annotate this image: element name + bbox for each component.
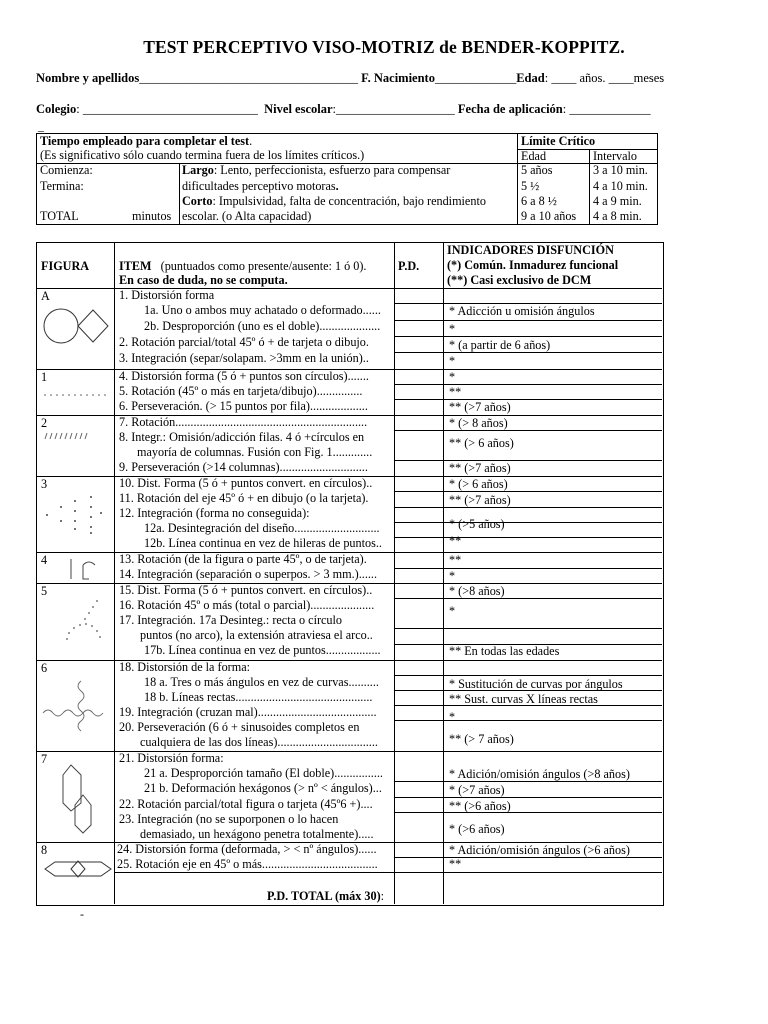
item-text: 14. Integración (separación o superpos. > 3 mm.)...... — [119, 567, 378, 581]
item-text: 10. Dist. Forma (5 ó + puntos convert. en círculos).. — [119, 476, 373, 490]
largo-text-2: dificultades perceptivo motoras. — [182, 179, 339, 193]
fecha-label: Fecha de aplicación — [457, 102, 563, 116]
indicator-text: * (> 8 años) — [449, 416, 508, 430]
nacimiento-field[interactable]: _____________ — [434, 71, 517, 85]
school-info-line — [36, 102, 651, 117]
item-text: 6. Perseveración. (> 15 puntos por fila)................... — [119, 399, 368, 413]
edad-col-heading: Edad — [521, 149, 547, 163]
item-text: 21 a. Desproporción tamaño (El doble)................ — [144, 766, 383, 780]
indicator-text: * Sustitución de curvas por ángulos — [449, 677, 623, 691]
limite-edad: 6 a 8 ½ — [521, 194, 557, 208]
indicadores-dcm: (**) Casi exclusivo de DCM — [447, 273, 592, 287]
indicator-text: ** (>7 años) — [449, 400, 511, 414]
item-text: demasiado, un hexágono penetra totalmente)..... — [140, 827, 374, 841]
item-header-note: En caso de duda, no se computa. — [119, 273, 288, 287]
items-table — [36, 242, 664, 906]
indicator-text: ** — [449, 385, 462, 399]
nivel-field[interactable]: :___________________ — [332, 102, 455, 116]
indicator-text: * Adición/omisión ángulos (>8 años) — [449, 767, 630, 781]
indicator-text: * — [449, 370, 456, 384]
item-text: 24. Distorsión forma (deformada, > < nº ángulos)...... — [117, 842, 377, 856]
limite-intervalo: 4 a 8 min. — [593, 209, 642, 223]
item-text: 25. Rotación eje en 45º o más...................................... — [117, 857, 378, 871]
nivel-label: Nivel escolar — [264, 102, 333, 116]
personal-info-line — [36, 71, 664, 86]
item-text: 17. Integración. 17a Desinteg.: recta o círculo — [119, 613, 343, 627]
indicator-text: ** (>6 años) — [449, 799, 511, 813]
figure-label: 3 — [41, 477, 48, 491]
item-text: 3. Integración (separ/solapam. >3mm en la unión).. — [119, 351, 369, 365]
indicator-text: ** (> 6 años) — [449, 436, 514, 450]
indicator-text: * — [449, 604, 456, 618]
item-text: 15. Dist. Forma (5 ó + puntos convert. en círculos).. — [119, 583, 373, 597]
indicator-text: * — [449, 569, 456, 583]
item-text: 20. Perseveración (6 ó + sinusoides completos en — [119, 720, 360, 734]
edad-field[interactable]: : ____ años. ____meses — [544, 71, 665, 85]
indicator-text: ** En todas las edades — [449, 644, 560, 658]
figure-label: 2 — [41, 416, 48, 430]
indicator-text: * (>5 años) — [449, 517, 505, 531]
indicadores-header: INDICADORES DISFUNCIÓN — [447, 243, 614, 257]
item-text: puntos (no arco), la extensión atraviesa el arco.. — [140, 628, 373, 642]
item-text: 2b. Desproporción (uno es el doble).................... — [144, 319, 381, 333]
indicator-text: ** — [449, 553, 462, 567]
item-text: 19. Integración (cruzan mal)....................................... — [119, 705, 377, 719]
indicator-text: * — [449, 354, 456, 368]
indicator-text: ** Sust. curvas X líneas rectas — [449, 692, 598, 706]
item-text: 12b. Línea continua en vez de hileras de puntos.. — [144, 536, 382, 550]
termina-label: Termina: — [40, 179, 84, 193]
indicator-text: * — [449, 710, 456, 724]
fecha-field[interactable]: : _____________ — [562, 102, 651, 116]
item-text: 22. Rotación parcial/total figura o tarjeta (45º6 +).... — [119, 797, 373, 811]
item-text: 1a. Uno o ambos muy achatado o deformado...... — [144, 303, 381, 317]
figure-label: 4 — [41, 553, 48, 567]
stray-dash: _ — [38, 119, 44, 133]
item-text: 4. Distorsión forma (5 ó + puntos son círculos)....... — [119, 369, 369, 383]
colegio-field[interactable]: : ____________________________ — [76, 102, 258, 116]
figure-label: 6 — [41, 661, 48, 675]
item-text: 2. Rotación parcial/total 45º ó + de tarjeta o dibujo. — [119, 335, 369, 349]
figure-8-drawing — [43, 857, 115, 881]
corto-text-2: escolar. (o Alta capacidad) — [182, 209, 312, 223]
item-text: 21. Distorsión forma: — [119, 751, 224, 765]
item-text: 5. Rotación (45º o más en tarjeta/dibujo)............... — [119, 384, 363, 398]
limite-intervalo: 4 a 9 min. — [593, 194, 642, 208]
item-text: 21 b. Deformación hexágonos (> nº < ángulos)... — [144, 781, 382, 795]
colegio-label: Colegio — [36, 102, 77, 116]
indicadores-comun: (*) Común. Inmadurez funcional — [447, 258, 619, 272]
largo-text: Largo: Lento, perfeccionista, esfuerzo para compensar — [182, 163, 451, 177]
indicator-text: ** (>7 años) — [449, 493, 511, 507]
item-text: 23. Integración (no se suporponen o lo hacen — [119, 812, 339, 826]
item-text: 18 a. Tres o más ángulos en vez de curvas.......... — [144, 675, 379, 689]
limite-intervalo: 4 a 10 min. — [593, 179, 648, 193]
indicator-text: * Adicción u omisión ángulos — [449, 304, 595, 318]
item-text: 13. Rotación (de la figura o parte 45º, o de tarjeta). — [119, 552, 367, 566]
figure-label: 7 — [41, 752, 48, 766]
item-text: 16. Rotación 45º o más (total o parcial)..................... — [119, 598, 375, 612]
item-text: 18 b. Líneas rectas............................................. — [144, 690, 373, 704]
tiempo-heading: Tiempo empleado para completar el test. — [40, 134, 253, 148]
tiempo-box — [36, 133, 658, 225]
indicator-text: * (>7 años) — [449, 783, 505, 797]
item-text: 11. Rotación del eje 45º ó + en dibujo (o la tarjeta). — [119, 491, 369, 505]
limite-critico-heading: Límite Crítico — [521, 134, 596, 148]
indicator-text: * (>8 años) — [449, 584, 505, 598]
item-text: cualquiera de las dos líneas)................................. — [140, 735, 378, 749]
figure-label: 1 — [41, 370, 48, 384]
item-header: ITEM (puntuados como presente/ausente: 1 ó 0). — [119, 259, 367, 273]
figura-header: FIGURA — [41, 259, 90, 273]
item-text: 17b. Línea continua en vez de puntos.................. — [144, 643, 381, 657]
nacimiento-label: F. Nacimiento — [361, 71, 435, 85]
limite-intervalo: 3 a 10 min. — [593, 163, 648, 177]
figure-1-drawing — [43, 389, 113, 401]
figure-2-drawing — [43, 429, 93, 443]
tiempo-note: (Es significativo sólo cuando termina fuera de los límites críticos.) — [40, 148, 365, 162]
minutos-label: minutos — [132, 209, 172, 223]
figure-label: 5 — [41, 584, 48, 598]
limite-edad: 5 ½ — [521, 179, 540, 193]
pd-total-label: P.D. TOTAL (máx 30): — [267, 889, 385, 903]
item-text: 12. Integración (forma no conseguida): — [119, 506, 310, 520]
indicator-text: * (> 6 años) — [449, 477, 508, 491]
limite-edad: 5 años — [521, 163, 553, 177]
indicator-text: * — [449, 322, 456, 336]
item-text: 7. Rotación............................................................... — [119, 415, 368, 429]
item-text: 9. Perseveración (>14 columnas)............................. — [119, 460, 368, 474]
indicator-text: * (a partir de 6 años) — [449, 338, 551, 352]
pd-header: P.D. — [398, 259, 420, 273]
page-title: TEST PERCEPTIVO VISO-MOTRIZ de BENDER-KOPPITZ. — [143, 37, 625, 57]
corto-text: Corto: Impulsividad, falta de concentración, bajo rendimiento — [182, 194, 486, 208]
indicator-text: ** (>7 años) — [449, 461, 511, 475]
total-label: TOTAL — [40, 209, 79, 223]
item-text: 1. Distorsión forma — [119, 288, 215, 302]
figure-5-drawing — [47, 595, 117, 655]
intervalo-col-heading: Intervalo — [593, 149, 637, 163]
edad-label: Edad — [516, 71, 545, 85]
comienza-label: Comienza: — [40, 163, 93, 177]
limite-edad: 9 a 10 años — [521, 209, 577, 223]
figure-label: A — [41, 289, 50, 303]
item-text: 18. Distorsión de la forma: — [119, 660, 250, 674]
nombre-label: Nombre y apellidos — [36, 71, 140, 85]
figure-4-drawing — [65, 553, 105, 583]
indicator-text: ** — [449, 534, 462, 548]
indicator-text: ** (> 7 años) — [449, 732, 514, 746]
item-text: 8. Integr.: Omisión/adicción filas. 4 ó +círculos en — [119, 430, 365, 444]
figure-6-drawing — [41, 675, 113, 735]
figure-label: 8 — [41, 843, 48, 857]
nombre-field[interactable]: ___________________________________ — [139, 71, 358, 85]
footer-dash: - — [80, 907, 84, 921]
figure-3-drawing — [41, 493, 111, 535]
indicator-text: * (>6 años) — [449, 822, 505, 836]
figure-7-drawing — [57, 759, 102, 839]
indicator-text: * Adición/omisión ángulos (>6 años) — [449, 843, 630, 857]
item-text: mayoría de columnas. Fusión con Fig. 1............. — [137, 445, 373, 459]
indicator-text: ** — [449, 857, 462, 871]
item-text: 12a. Desintegración del diseño............................ — [144, 521, 380, 535]
